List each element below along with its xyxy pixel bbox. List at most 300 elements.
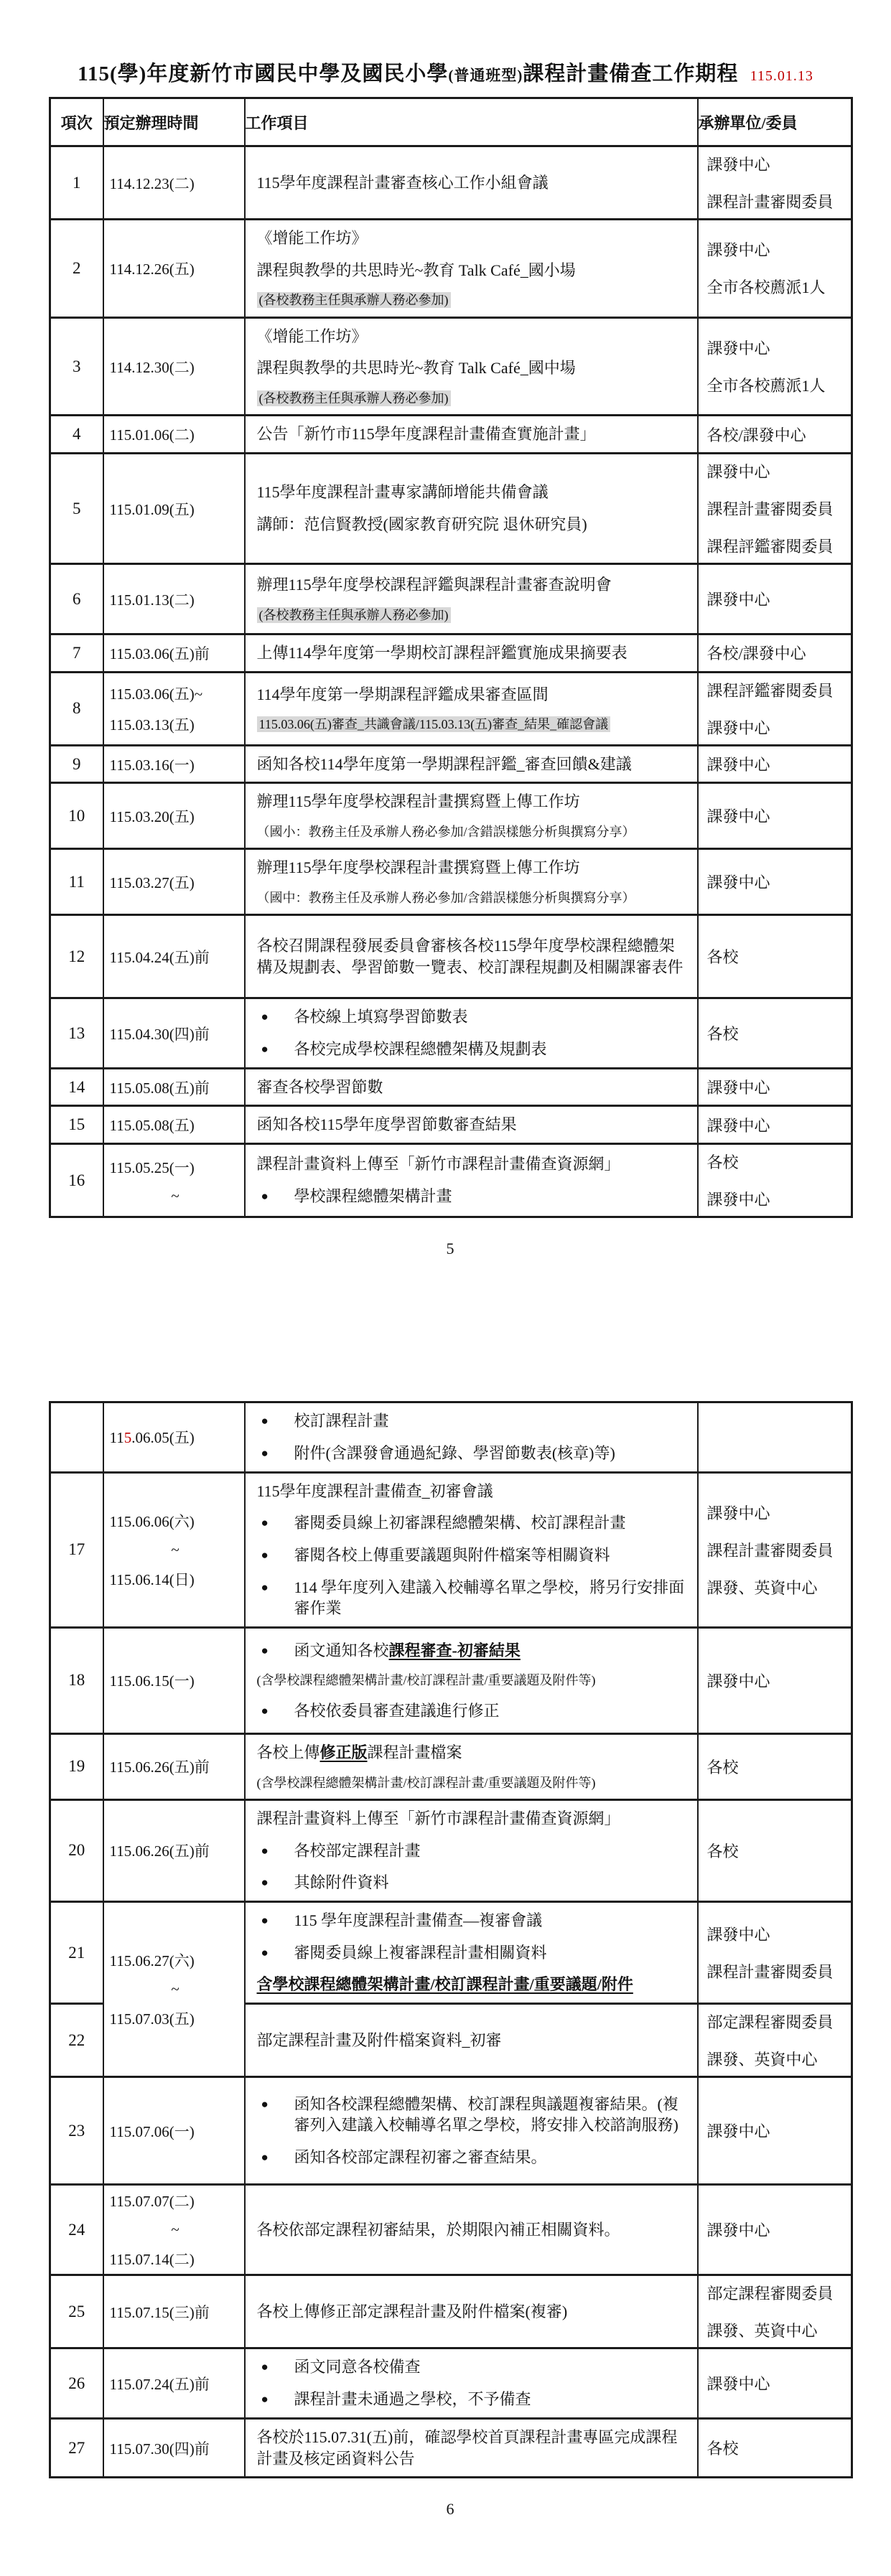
row-number-cell: 23	[50, 2077, 103, 2185]
unit-line: 課發中心	[706, 156, 770, 174]
table-row	[50, 564, 852, 634]
bullet-text	[294, 1039, 690, 1060]
time-line	[110, 713, 241, 735]
unit-line: 部定課程審閱委員	[706, 2285, 834, 2303]
time-line	[110, 423, 241, 445]
time-line	[110, 805, 241, 827]
unit-lines	[699, 1431, 852, 1443]
time-cell	[103, 783, 245, 849]
time-line	[110, 2248, 241, 2270]
time-lines	[104, 1152, 244, 1209]
unit-lines	[699, 1834, 852, 1868]
bullet-icon: ●	[261, 2392, 269, 2407]
work-item-lines	[246, 677, 697, 741]
bullet-text	[294, 1443, 690, 1464]
table-row	[50, 1068, 852, 1106]
work-item-line	[257, 857, 690, 879]
text-segment: 114.12.23(二)	[109, 174, 195, 192]
time-lines	[104, 678, 244, 739]
work-item-line	[257, 1640, 690, 1662]
unit-line: 各校	[706, 1153, 739, 1172]
time-line	[110, 2008, 241, 2029]
text-segment: 課程與教學的共思時光~教育 Talk Café_國小場	[256, 261, 576, 279]
work-item-lines	[246, 1069, 697, 1105]
work-item-line	[257, 1153, 690, 1175]
bullet-icon: ●	[261, 1703, 269, 1718]
bullet-text	[294, 1006, 690, 1028]
time-line	[110, 2373, 241, 2394]
time-line	[110, 1949, 241, 1971]
work-item-line	[257, 260, 690, 281]
work-item-line	[257, 2301, 690, 2323]
text-segment: 115.07.15(三)前	[109, 2303, 210, 2321]
unit-line: 課發、英資中心	[706, 2322, 818, 2341]
unit-lines	[699, 454, 852, 563]
title-main: 115(學)年度新竹市國民中學及國民小學	[78, 62, 449, 85]
table-row	[50, 2275, 852, 2348]
text-segment: 函文同意各校備查	[294, 2358, 421, 2376]
unit-cell	[698, 672, 852, 745]
unit-line: 課程計畫審閱委員	[706, 193, 834, 211]
unit-cell	[698, 2275, 852, 2348]
table-row	[50, 2077, 852, 2185]
text-segment: 115.03.27(五)	[109, 874, 195, 891]
unit-line: 各校	[706, 1025, 739, 1044]
row-number-cell: 8	[50, 672, 103, 745]
work-item-lines	[246, 220, 697, 317]
time-cell	[103, 416, 245, 454]
unit-lines	[699, 1016, 852, 1050]
text-segment: 函知各校115學年度學習節數審查結果	[256, 1115, 517, 1134]
work-item-lines	[246, 2420, 697, 2476]
text-segment: 115.01.13(二)	[109, 591, 195, 609]
time-cell	[103, 1106, 245, 1144]
highlighted-text	[257, 390, 451, 406]
bullet-text	[294, 1942, 690, 1964]
row-number-cell: 9	[50, 745, 103, 783]
row-number-cell: 25	[50, 2275, 103, 2348]
page-number-first: 5	[446, 1240, 454, 1258]
bullet-icon: ●	[261, 1516, 269, 1530]
work-item-line	[257, 823, 690, 840]
time-cell	[103, 634, 245, 673]
table-row	[50, 454, 852, 564]
row-number-cell: 27	[50, 2419, 103, 2478]
work-items-cell	[245, 1627, 698, 1733]
time-lines	[104, 1945, 244, 2033]
work-items-cell	[245, 2348, 698, 2419]
time-cell	[103, 1733, 245, 1799]
time-lines	[104, 168, 244, 198]
text-segment: 公告「新竹市115學年度課程計畫備查實施計畫」	[256, 425, 596, 444]
table-row	[50, 317, 852, 416]
unit-line: 各校/課發中心	[706, 426, 806, 444]
time-line	[110, 1568, 241, 1590]
time-cell	[103, 915, 245, 998]
work-item-line	[257, 935, 690, 978]
table-row	[50, 849, 852, 915]
unit-cell	[698, 783, 852, 849]
unit-lines	[699, 1145, 852, 1216]
work-items-cell	[245, 915, 698, 998]
work-item-line	[257, 1872, 690, 1893]
unit-line: 課發中心	[706, 1926, 770, 1944]
unit-line: 各校	[706, 1842, 739, 1860]
time-cell	[103, 1902, 245, 2077]
text-segment: 各校依部定課程初審結果，於期限內補正相關資料。	[256, 2220, 620, 2239]
unit-line: 課發、英資中心	[706, 2051, 818, 2069]
text-segment: 《增能工作坊》	[256, 229, 368, 247]
row-number-cell: 12	[50, 915, 103, 998]
work-items-cell	[245, 220, 698, 318]
work-item-line	[257, 1545, 690, 1566]
work-item-line	[257, 2094, 690, 2136]
unit-lines	[699, 1750, 852, 1784]
work-items-cell	[245, 1106, 698, 1144]
work-item-lines	[246, 165, 697, 201]
work-items-cell	[245, 2275, 698, 2348]
time-cell	[103, 1402, 245, 1472]
unit-lines	[699, 582, 852, 616]
time-lines	[104, 801, 244, 831]
work-items-cell	[245, 2077, 698, 2185]
work-item-line	[257, 390, 690, 407]
work-item-line	[257, 514, 690, 535]
time-line	[110, 1756, 241, 1777]
time-lines	[104, 1072, 244, 1102]
unit-cell	[698, 634, 852, 673]
time-line	[110, 172, 241, 194]
work-item-line	[257, 423, 690, 445]
bullet-text	[294, 2094, 690, 2136]
time-line	[110, 1077, 241, 1098]
unit-lines	[699, 673, 852, 744]
unit-line: 各校	[706, 948, 739, 967]
unit-cell	[698, 454, 852, 564]
work-item-lines	[246, 1633, 697, 1729]
time-line	[110, 683, 241, 704]
unit-cell	[698, 220, 852, 318]
unit-line: 課程評鑑審閱委員	[706, 538, 834, 556]
work-item-lines	[246, 1146, 697, 1214]
work-items-cell	[245, 1472, 698, 1627]
bullet-text	[294, 1840, 690, 1862]
text-segment: 審閱委員線上複審課程計畫相關資料	[294, 1943, 547, 1962]
text-segment: 115.07.07(二)	[109, 2193, 195, 2211]
work-item-line	[257, 2219, 690, 2241]
unit-line: 課發中心	[706, 2122, 770, 2141]
unit-lines	[699, 1917, 852, 1988]
table-row	[50, 1627, 852, 1733]
row-number-cell: 26	[50, 2348, 103, 2419]
text-segment: 115.01.09(五)	[109, 500, 195, 518]
table-row	[50, 745, 852, 783]
unit-line: 課發中心	[706, 241, 770, 260]
unit-line: 課程計畫審閱委員	[706, 1963, 834, 1982]
text-segment: 辦理115學年度學校課程計畫撰寫暨上傳工作坊	[256, 792, 580, 811]
text-segment: 辦理115學年度學校課程評鑑與課程計畫審查說明會	[256, 576, 612, 594]
time-line	[171, 2221, 179, 2239]
row-number-cell: 22	[50, 2004, 103, 2077]
unit-line: 課發中心	[706, 756, 770, 774]
bullet-icon: ●	[261, 1414, 269, 1428]
text-segment: 115學年度課程計畫審查核心工作小組會議	[256, 173, 549, 192]
unit-line: 課發中心	[706, 1504, 770, 1522]
time-line	[110, 1023, 241, 1044]
document-title	[0, 0, 891, 87]
text-segment: 辦理115學年度學校課程計畫撰寫暨上傳工作坊	[256, 858, 580, 877]
highlighted-text	[257, 292, 451, 308]
work-item-line	[257, 228, 690, 249]
unit-lines	[699, 2276, 852, 2347]
unit-line: 課發中心	[706, 718, 770, 737]
unit-lines	[699, 636, 852, 670]
time-cell	[103, 1627, 245, 1733]
unit-line: 課發中心	[706, 874, 770, 892]
time-lines	[104, 2297, 244, 2327]
work-item-line	[257, 1186, 690, 1207]
time-line	[110, 1156, 241, 1178]
text-segment: 課程計畫未通過之學校，不予備查	[294, 2390, 531, 2409]
work-item-line	[257, 791, 690, 812]
time-line	[110, 946, 241, 968]
work-item-lines	[246, 850, 697, 914]
text-segment: ~	[171, 2221, 179, 2239]
text-segment: 含學校課程總體架構計畫/校訂課程計畫/重要議題/附件	[256, 1975, 633, 1994]
unit-lines	[699, 1070, 852, 1104]
title-tail: 課程計畫備查工作期程	[523, 62, 739, 85]
table-row	[50, 146, 852, 220]
time-lines	[104, 1751, 244, 1781]
unit-lines	[699, 1664, 852, 1697]
page-break-gap	[0, 1258, 891, 1391]
bullet-icon: ●	[261, 1446, 269, 1460]
text-segment: 115.07.03(五)	[109, 2010, 195, 2028]
work-item-lines	[246, 928, 697, 985]
text-segment: (含學校課程總體架構計畫/校訂課程計畫/重要議題及附件等)	[256, 1673, 596, 1688]
time-line	[110, 498, 241, 520]
time-cell	[103, 745, 245, 783]
unit-lines	[699, 233, 852, 304]
text-segment: 115 學年度課程計畫備查—複審會議	[294, 1911, 543, 1930]
work-items-cell	[245, 672, 698, 745]
text-segment: 114.12.26(五)	[109, 260, 195, 278]
row-number-cell	[50, 1402, 103, 1472]
text-segment: 課程計畫檔案	[367, 1743, 462, 1761]
work-item-line	[257, 326, 690, 347]
bullet-text	[294, 1700, 690, 1722]
work-item-line	[257, 889, 690, 907]
time-lines	[104, 352, 244, 382]
text-segment: 115.06.26(五)前	[109, 1758, 210, 1776]
row-number-cell: 24	[50, 2185, 103, 2275]
time-lines	[104, 1506, 244, 1594]
unit-cell	[698, 1068, 852, 1106]
work-items-cell	[245, 2185, 698, 2275]
unit-lines	[699, 747, 852, 781]
work-item-line	[257, 1410, 690, 1432]
unit-line: 全市各校薦派1人	[706, 377, 826, 395]
table-row	[50, 634, 852, 673]
text-segment: 115.06.06(六)	[109, 1512, 195, 1530]
unit-cell	[698, 317, 852, 416]
work-items-cell	[245, 2004, 698, 2077]
time-cell	[103, 998, 245, 1068]
time-cell	[103, 849, 245, 915]
text-segment: 審查各校學習節數	[256, 1077, 383, 1096]
bullet-text	[294, 1577, 690, 1619]
unit-cell	[698, 1733, 852, 1799]
text-segment: 115.06.26(五)前	[109, 1842, 210, 1860]
text-segment: (各校教務主任與承辦人務必參加)	[258, 391, 449, 406]
time-lines	[104, 942, 244, 972]
unit-cell	[698, 564, 852, 634]
table-row	[50, 1402, 852, 1472]
work-item-line	[257, 1512, 690, 1534]
text-segment: 114 學年度列入建議入校輔導名單之學校，將另行安排面審作業	[294, 1578, 685, 1618]
time-line	[110, 2437, 241, 2459]
time-lines	[104, 1835, 244, 1865]
time-lines	[104, 2116, 244, 2146]
row-number-cell: 2	[50, 220, 103, 318]
bullet-icon: ●	[261, 2150, 269, 2164]
unit-line: 課程計畫審閱委員	[706, 500, 834, 519]
row-number-cell: 3	[50, 317, 103, 416]
work-item-line	[257, 1672, 690, 1689]
time-line	[110, 642, 241, 664]
unit-cell	[698, 849, 852, 915]
unit-cell	[698, 745, 852, 783]
table-row	[50, 1902, 852, 2004]
text-segment: 各校依委員審查建議進行修正	[294, 1701, 500, 1720]
work-items-cell	[245, 745, 698, 783]
bullet-text	[294, 2147, 690, 2168]
work-item-line	[257, 1481, 690, 1502]
work-item-line	[257, 1742, 690, 1764]
time-line	[110, 1426, 241, 1448]
text-segment: 審閱委員線上初審課程總體架構、校訂課程計畫	[294, 1514, 626, 1532]
time-line	[110, 589, 241, 610]
work-item-lines	[246, 319, 697, 415]
text-segment: 課程審查-初審結果	[388, 1641, 521, 1659]
table-row	[50, 1106, 852, 1144]
bottom-margin	[0, 2519, 891, 2576]
table-row	[50, 1799, 852, 1901]
time-lines	[104, 638, 244, 668]
time-cell	[103, 2419, 245, 2478]
time-line	[110, 1669, 241, 1691]
bullet-icon: ●	[261, 1580, 269, 1594]
unit-cell	[698, 1472, 852, 1627]
time-lines	[104, 867, 244, 897]
text-segment: 114.12.30(二)	[109, 358, 195, 376]
unit-lines	[699, 2114, 852, 2148]
time-cell	[103, 672, 245, 745]
text-segment: 講師：范信賢教授(國家教育研究院 退休研究員)	[256, 515, 587, 534]
unit-line: 課程計畫審閱委員	[706, 1541, 834, 1560]
text-segment: 115.04.24(五)前	[109, 948, 210, 966]
row-number-cell: 4	[50, 416, 103, 454]
work-item-lines	[246, 1801, 697, 1901]
unit-lines	[699, 418, 852, 451]
row-number-cell: 20	[50, 1799, 103, 1901]
unit-cell	[698, 2077, 852, 2185]
time-cell	[103, 2348, 245, 2419]
time-cell	[103, 454, 245, 564]
bullet-icon: ●	[261, 1945, 269, 1959]
work-item-lines	[246, 1403, 697, 1471]
time-cell	[103, 220, 245, 318]
bullet-icon: ●	[261, 1843, 269, 1858]
time-cell	[103, 146, 245, 220]
text-segment: 115.03.20(五)	[109, 807, 195, 825]
text-segment: 課程計畫資料上傳至「新竹市課程計畫備查資源網」	[256, 1809, 620, 1827]
bullet-icon: ●	[261, 1189, 269, 1204]
text-segment: 115.01.06(二)	[109, 426, 195, 444]
work-items-cell	[245, 1733, 698, 1799]
unit-line: 課發中心	[706, 1116, 770, 1135]
text-segment: 115.03.13(五)	[109, 716, 195, 734]
text-segment: 校訂課程計畫	[294, 1412, 389, 1430]
table-row	[50, 915, 852, 998]
text-segment: 115.05.08(五)	[109, 1117, 195, 1135]
time-line	[171, 1187, 179, 1205]
work-item-lines	[246, 567, 697, 631]
work-item-line	[257, 1700, 690, 1722]
time-lines	[104, 1018, 244, 1049]
text-segment: ~	[171, 1540, 179, 1558]
row-number-cell: 11	[50, 849, 103, 915]
text-segment: 115學年度課程計畫備查_初審會議	[256, 1481, 493, 1500]
unit-lines	[699, 1496, 852, 1604]
work-item-line	[257, 1077, 690, 1098]
work-item-line	[257, 2356, 690, 2378]
work-item-lines	[246, 1903, 697, 2003]
work-item-line	[257, 1577, 690, 1619]
unit-cell	[698, 1799, 852, 1901]
text-segment: 5	[123, 1429, 132, 1447]
column-header: 預定辦理時間	[103, 98, 245, 146]
work-item-line	[257, 357, 690, 379]
unit-cell	[698, 1902, 852, 2004]
work-items-cell	[245, 1144, 698, 1217]
table-row	[50, 1472, 852, 1627]
time-lines	[104, 2433, 244, 2463]
work-items-cell	[245, 146, 698, 220]
unit-lines	[699, 799, 852, 833]
text-segment: .06.05(五)	[131, 1429, 195, 1447]
unit-line: 課發中心	[706, 339, 770, 357]
work-item-lines	[246, 1735, 697, 1799]
time-line	[110, 2301, 241, 2323]
bullet-text	[294, 1640, 690, 1662]
unit-cell	[698, 2348, 852, 2419]
work-item-line	[257, 1774, 690, 1792]
time-cell	[103, 1068, 245, 1106]
text-segment: 115.07.30(四)前	[109, 2440, 210, 2458]
column-header: 項次	[50, 98, 103, 146]
bullet-text	[294, 1545, 690, 1566]
bullet-icon: ●	[261, 1643, 269, 1657]
time-line	[171, 1541, 179, 1559]
bullet-icon: ●	[261, 1875, 269, 1890]
work-item-line	[257, 1942, 690, 1964]
row-number-cell: 18	[50, 1627, 103, 1733]
time-cell	[103, 2275, 245, 2348]
work-item-lines	[246, 635, 697, 671]
bullet-icon: ●	[261, 1547, 269, 1562]
text-segment: (各校教務主任與承辦人務必參加)	[258, 293, 449, 308]
